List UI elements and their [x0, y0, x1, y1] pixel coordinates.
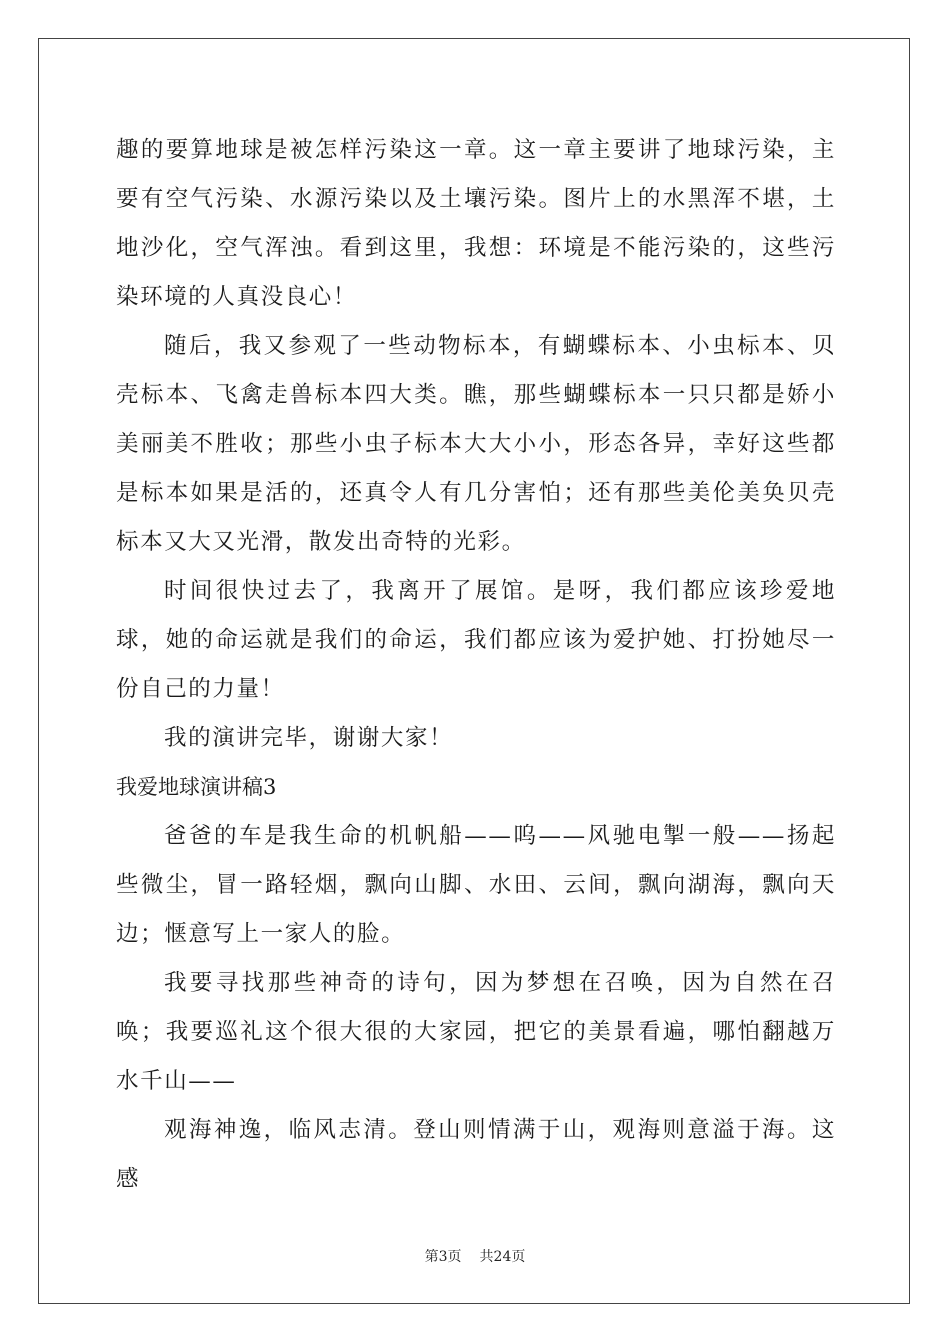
paragraph-sea-and-mountain: 观海神逸，临风志清。登山则情满于山，观海则意溢于海。这感: [116, 1117, 836, 1192]
page-number: 第3页: [424, 1249, 462, 1265]
paragraph-poetry-search: 我要寻找那些神奇的诗句，因为梦想在召唤，因为自然在召唤；我要巡礼这个很大很的大家园，把它的美景看遍，哪怕翻越万水千山——: [116, 970, 836, 1094]
paragraph-fathers-car: 爸爸的车是我生命的机帆船——呜——风驰电掣一般——扬起些微尘，冒一路轻烟，飘向山脚、水田、云间，飘向湖海，飘向天边；惬意写上一家人的脸。: [116, 823, 836, 947]
section-heading: 我爱地球演讲稿3: [116, 775, 277, 799]
paragraph-protect-earth: 时间很快过去了，我离开了展馆。是呀，我们都应该珍爱地球，她的命运就是我们的命运，我们都应该为爱护她、打扮她尽一份自己的力量！: [116, 578, 836, 702]
paragraph-specimens: 随后，我又参观了一些动物标本，有蝴蝶标本、小虫标本、贝壳标本、飞禽走兽标本四大类。瞧，那些蝴蝶标本一只只都是娇小美丽美不胜收；那些小虫子标本大大小小，形态各异，幸好这些都是标本如果是活的，还真令人有几分害怕；还有那些美伦美奂贝壳标本又大又光滑，散发出奇特的光彩。: [116, 333, 836, 555]
paragraph-pollution-chapter: 趣的要算地球是被怎样污染这一章。这一章主要讲了地球污染，主要有空气污染、水源污染以及土壤污染。图片上的水黑浑不堪，土地沙化，空气浑浊。看到这里，我想：环境是不能污染的，这些污染环境的人真没良心！: [116, 137, 836, 310]
document-body: [116, 126, 836, 1204]
page-footer: [0, 1246, 950, 1266]
paragraph-closing-thanks: 我的演讲完毕，谢谢大家！: [164, 725, 454, 751]
page-total: 共24页: [479, 1249, 526, 1265]
